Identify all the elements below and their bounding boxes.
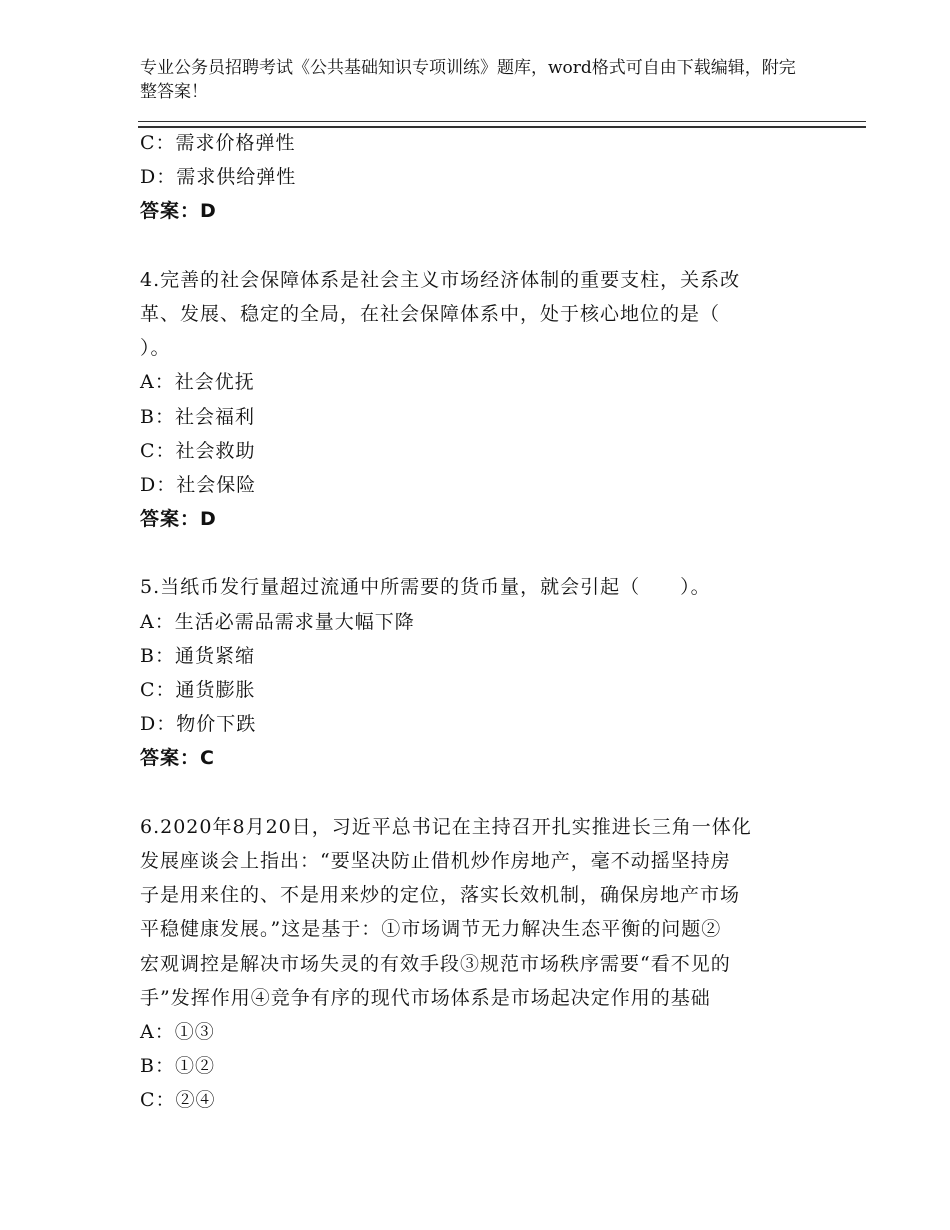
- question-stem-line: 4.完善的社会保障体系是社会主义市场经济体制的重要支柱，关系改: [140, 268, 741, 291]
- question-6: [140, 810, 820, 1118]
- question-stem-line: 5.当纸币发行量超过流通中所需要的货币量，就会引起（ ）。: [140, 576, 711, 599]
- spacer: [140, 536, 820, 570]
- page-header: [140, 56, 800, 104]
- spacer: [140, 229, 820, 263]
- question-stem-line: 子是用来住的、不是用来炒的定位，落实长效机制，确保房地产市场: [140, 884, 741, 907]
- question-4: [140, 263, 820, 537]
- option-a: A：生活必需品需求量大幅下降: [140, 610, 415, 633]
- option-c: C：需求价格弹性: [140, 132, 296, 154]
- question-5: [140, 570, 820, 775]
- option-d: D：需求供给弹性: [140, 166, 297, 189]
- question-stem-line: 宏观调控是解决市场失灵的有效手段③规范市场秩序需要“看不见的: [140, 952, 731, 975]
- question-stem-line: 平稳健康发展。”这是基于：①市场调节无力解决生态平衡的问题②: [140, 918, 722, 941]
- question-previous: [140, 126, 820, 229]
- header-text: 专业公务员招聘考试《公共基础知识专项训练》题库，word格式可自由下载编辑，附完整答案！: [140, 58, 796, 102]
- question-stem-line: 手”发挥作用④竞争有序的现代市场体系是市场起决定作用的基础: [140, 986, 711, 1009]
- question-stem-line: 革、发展、稳定的全局，在社会保障体系中，处于核心地位的是（: [140, 302, 721, 325]
- option-c: C：通货膨胀: [140, 679, 256, 701]
- question-stem-line: ）。: [140, 337, 171, 360]
- option-a: A：①③: [140, 1020, 215, 1043]
- option-c: C：②④: [140, 1089, 216, 1112]
- answer-line: 答案：D: [140, 508, 217, 531]
- question-stem-line: 发展座谈会上指出：“要坚决防止借机炒作房地产，毫不动摇坚持房: [140, 849, 731, 872]
- option-d: D：物价下跌: [140, 713, 257, 736]
- spacer: [140, 776, 820, 810]
- answer-line: 答案：C: [140, 747, 215, 770]
- option-b: B：通货紧缩: [140, 644, 255, 667]
- answer-line: 答案：D: [140, 200, 217, 223]
- option-b: B：社会福利: [140, 405, 255, 428]
- option-c: C：社会救助: [140, 439, 256, 462]
- question-stem-line: 6.2020年8月20日，习近平总书记在主持召开扎实推进长三角一体化: [140, 815, 752, 838]
- option-b: B：①②: [140, 1055, 215, 1078]
- option-d: D：社会保险: [140, 473, 257, 496]
- option-a: A：社会优抚: [140, 371, 255, 394]
- document-body: [140, 126, 820, 1117]
